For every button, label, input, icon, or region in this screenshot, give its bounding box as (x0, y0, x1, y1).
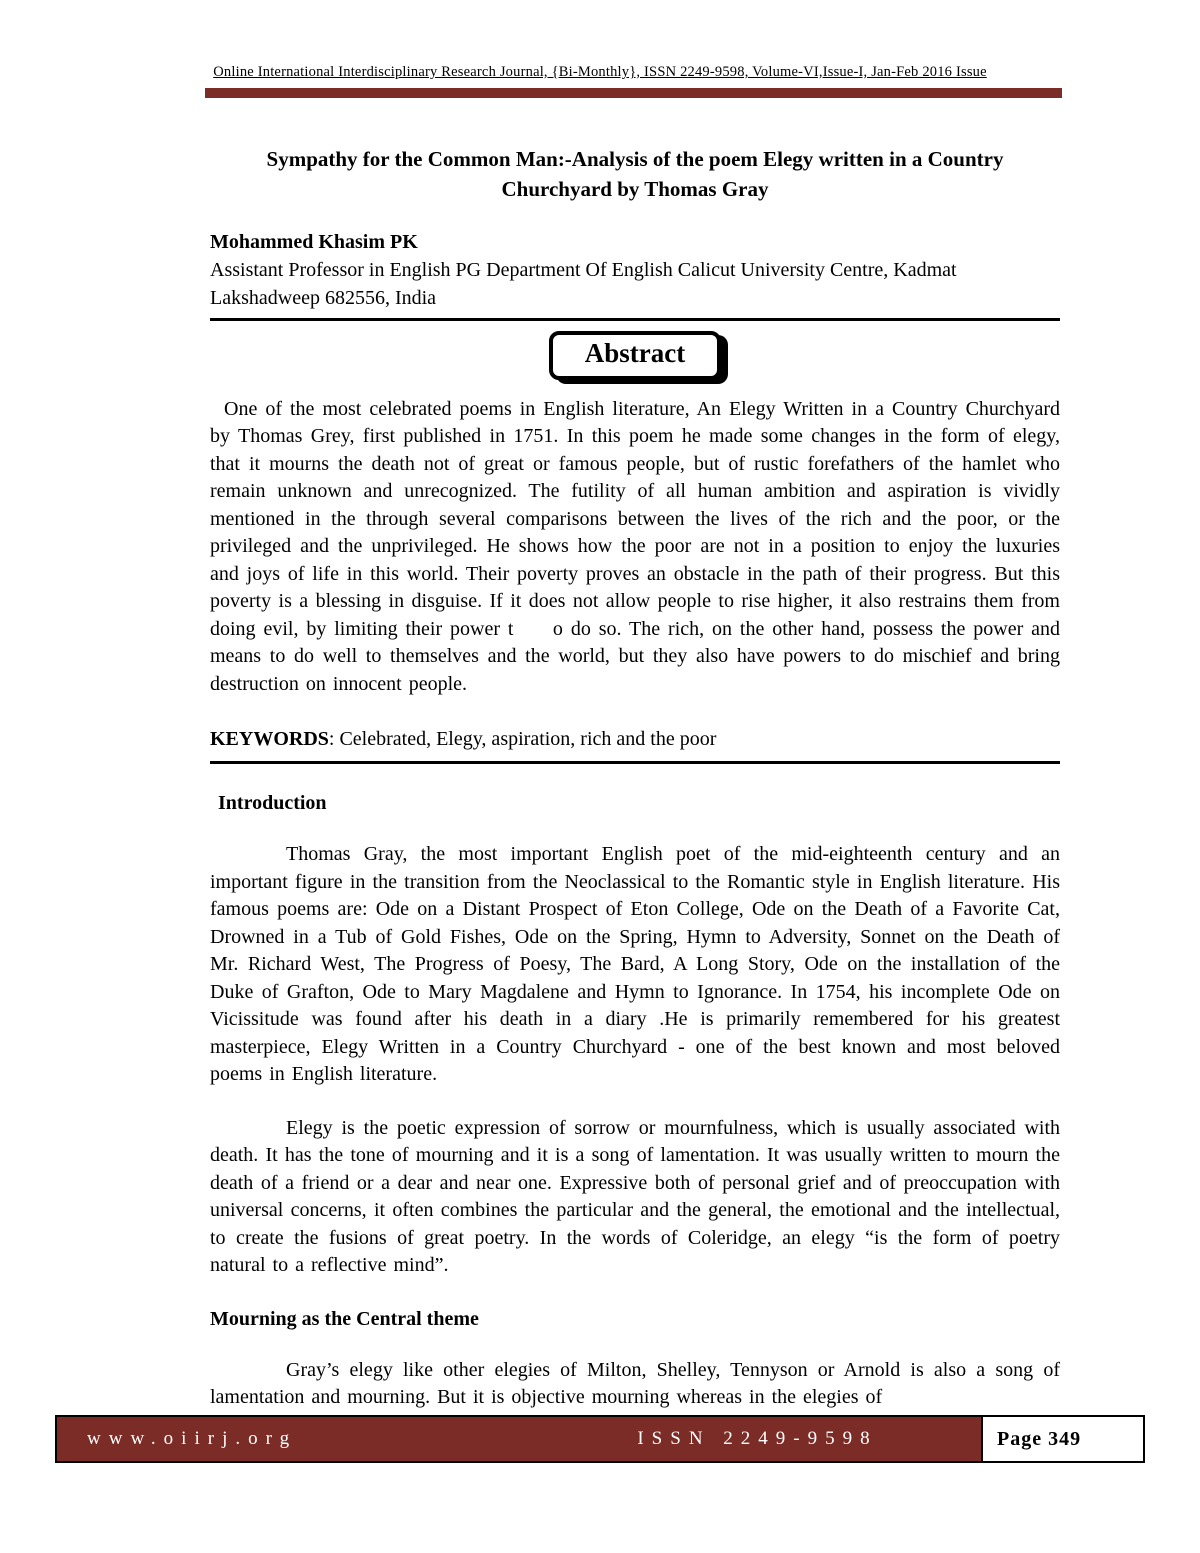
footer-website: www.oiirj.org (87, 1428, 298, 1449)
footer-issn: ISSN 2249-9598 (637, 1428, 878, 1449)
page-footer-bar (55, 1415, 1145, 1463)
introduction-paragraph-1: Thomas Gray, the most important English poet of the mid-eighteenth century and an important figure in the transition from the Neoclassical to the Romantic style in English literature. His famous poems are: Ode on a Distant Prospect of Eton College, Ode on the Death of a Favorite Cat, Drowned in a Tub of Gold Fishes, Ode on the Spring, Hymn to Adversity, Sonnet on the Death of Mr. Richard West, The Progress of Poesy, The Bard, A Long Story, Ode on the installation of the Duke of Grafton, Ode to Mary Magdalene and Hymn to Ignorance. In 1754, his incomplete Ode on Vicissitude was found after his death in a diary .He is primarily remembered for his greatest masterpiece, Elegy Written in a Country Churchyard - one of the best known and most beloved poems in English literature. (210, 843, 1060, 1086)
keywords-line (210, 728, 1060, 751)
section-heading-mourning-central-theme: Mourning as the Central theme (210, 1307, 479, 1330)
mourning-paragraph-1: Gray’s elegy like other elegies of Milton, Shelley, Tennyson or Arnold is also a song of lamentation and mourning. But it is objective mourning whereas in the elegies of (210, 1358, 1060, 1409)
introduction-paragraph-2: Elegy is the poetic expression of sorrow or mournfulness, which is usually associated with death. It has the tone of mourning and it is a song of lamentation. It was usually written to mourn the death of a friend or a dear and near one. Expressive both of personal grief and of preoccupation with universal concerns, it often combines the particular and the general, the emotional and the intellectual, to create the fusions of great poetry. In the words of Coleridge, an elegy “is the form of poetry natural to a reflective mind”. (210, 1116, 1060, 1277)
abstract-heading-container (210, 331, 1060, 380)
article-title: Sympathy for the Common Man:-Analysis of the poem Elegy written in a Country Churchyard by Thomas Gray (266, 147, 1004, 202)
footer-page-number: Page 349 (981, 1417, 1143, 1461)
journal-header-line: Online International Interdisciplinary Research Journal, {Bi-Monthly}, ISSN 2249-9598, Volume-VI,Issue-I, Jan-Feb 2016 Issue (213, 64, 987, 80)
keywords-value: : Celebrated, Elegy, aspiration, rich and the poor (328, 728, 717, 751)
header-accent-bar (205, 88, 1062, 98)
author-name: Mohammed Khasim PK (210, 230, 418, 253)
section-heading-introduction: Introduction (218, 792, 327, 815)
article-body (210, 144, 1060, 1412)
keywords-label: KEYWORDS (210, 728, 329, 751)
author-affiliation: Assistant Professor in English PG Department Of English Calicut University Centre, Kadmat Lakshadweep 682556, India (210, 258, 957, 309)
abstract-heading-box: Abstract (549, 331, 721, 380)
affiliation-divider-rule (210, 318, 1060, 321)
abstract-paragraph: One of the most celebrated poems in English literature, An Elegy Written in a Country Churchyard by Thomas Grey, first published in 1751. In this poem he made some changes in the form of elegy, that it mourns the death not of great or famous people, but of rustic forefathers of the hamlet who remain unknown and unrecognized. The futility of all human ambition and aspiration is vividly mentioned in the through several comparisons between the lives of the rich and the poor, or the privileged and the unprivileged. He shows how the poor are not in a position to enjoy the luxuries and joys of life in this world. Their poverty proves an obstacle in the path of their progress. But this poverty is a blessing in disguise. If it does not allow people to rise higher, it also restrains them from doing evil, by limiting their power t o do so. The rich, on the other hand, possess the power and means to do well to themselves and the world, but they also have powers to do mischief and bring destruction on innocent people. (210, 397, 1060, 695)
keywords-divider-rule (210, 761, 1060, 764)
